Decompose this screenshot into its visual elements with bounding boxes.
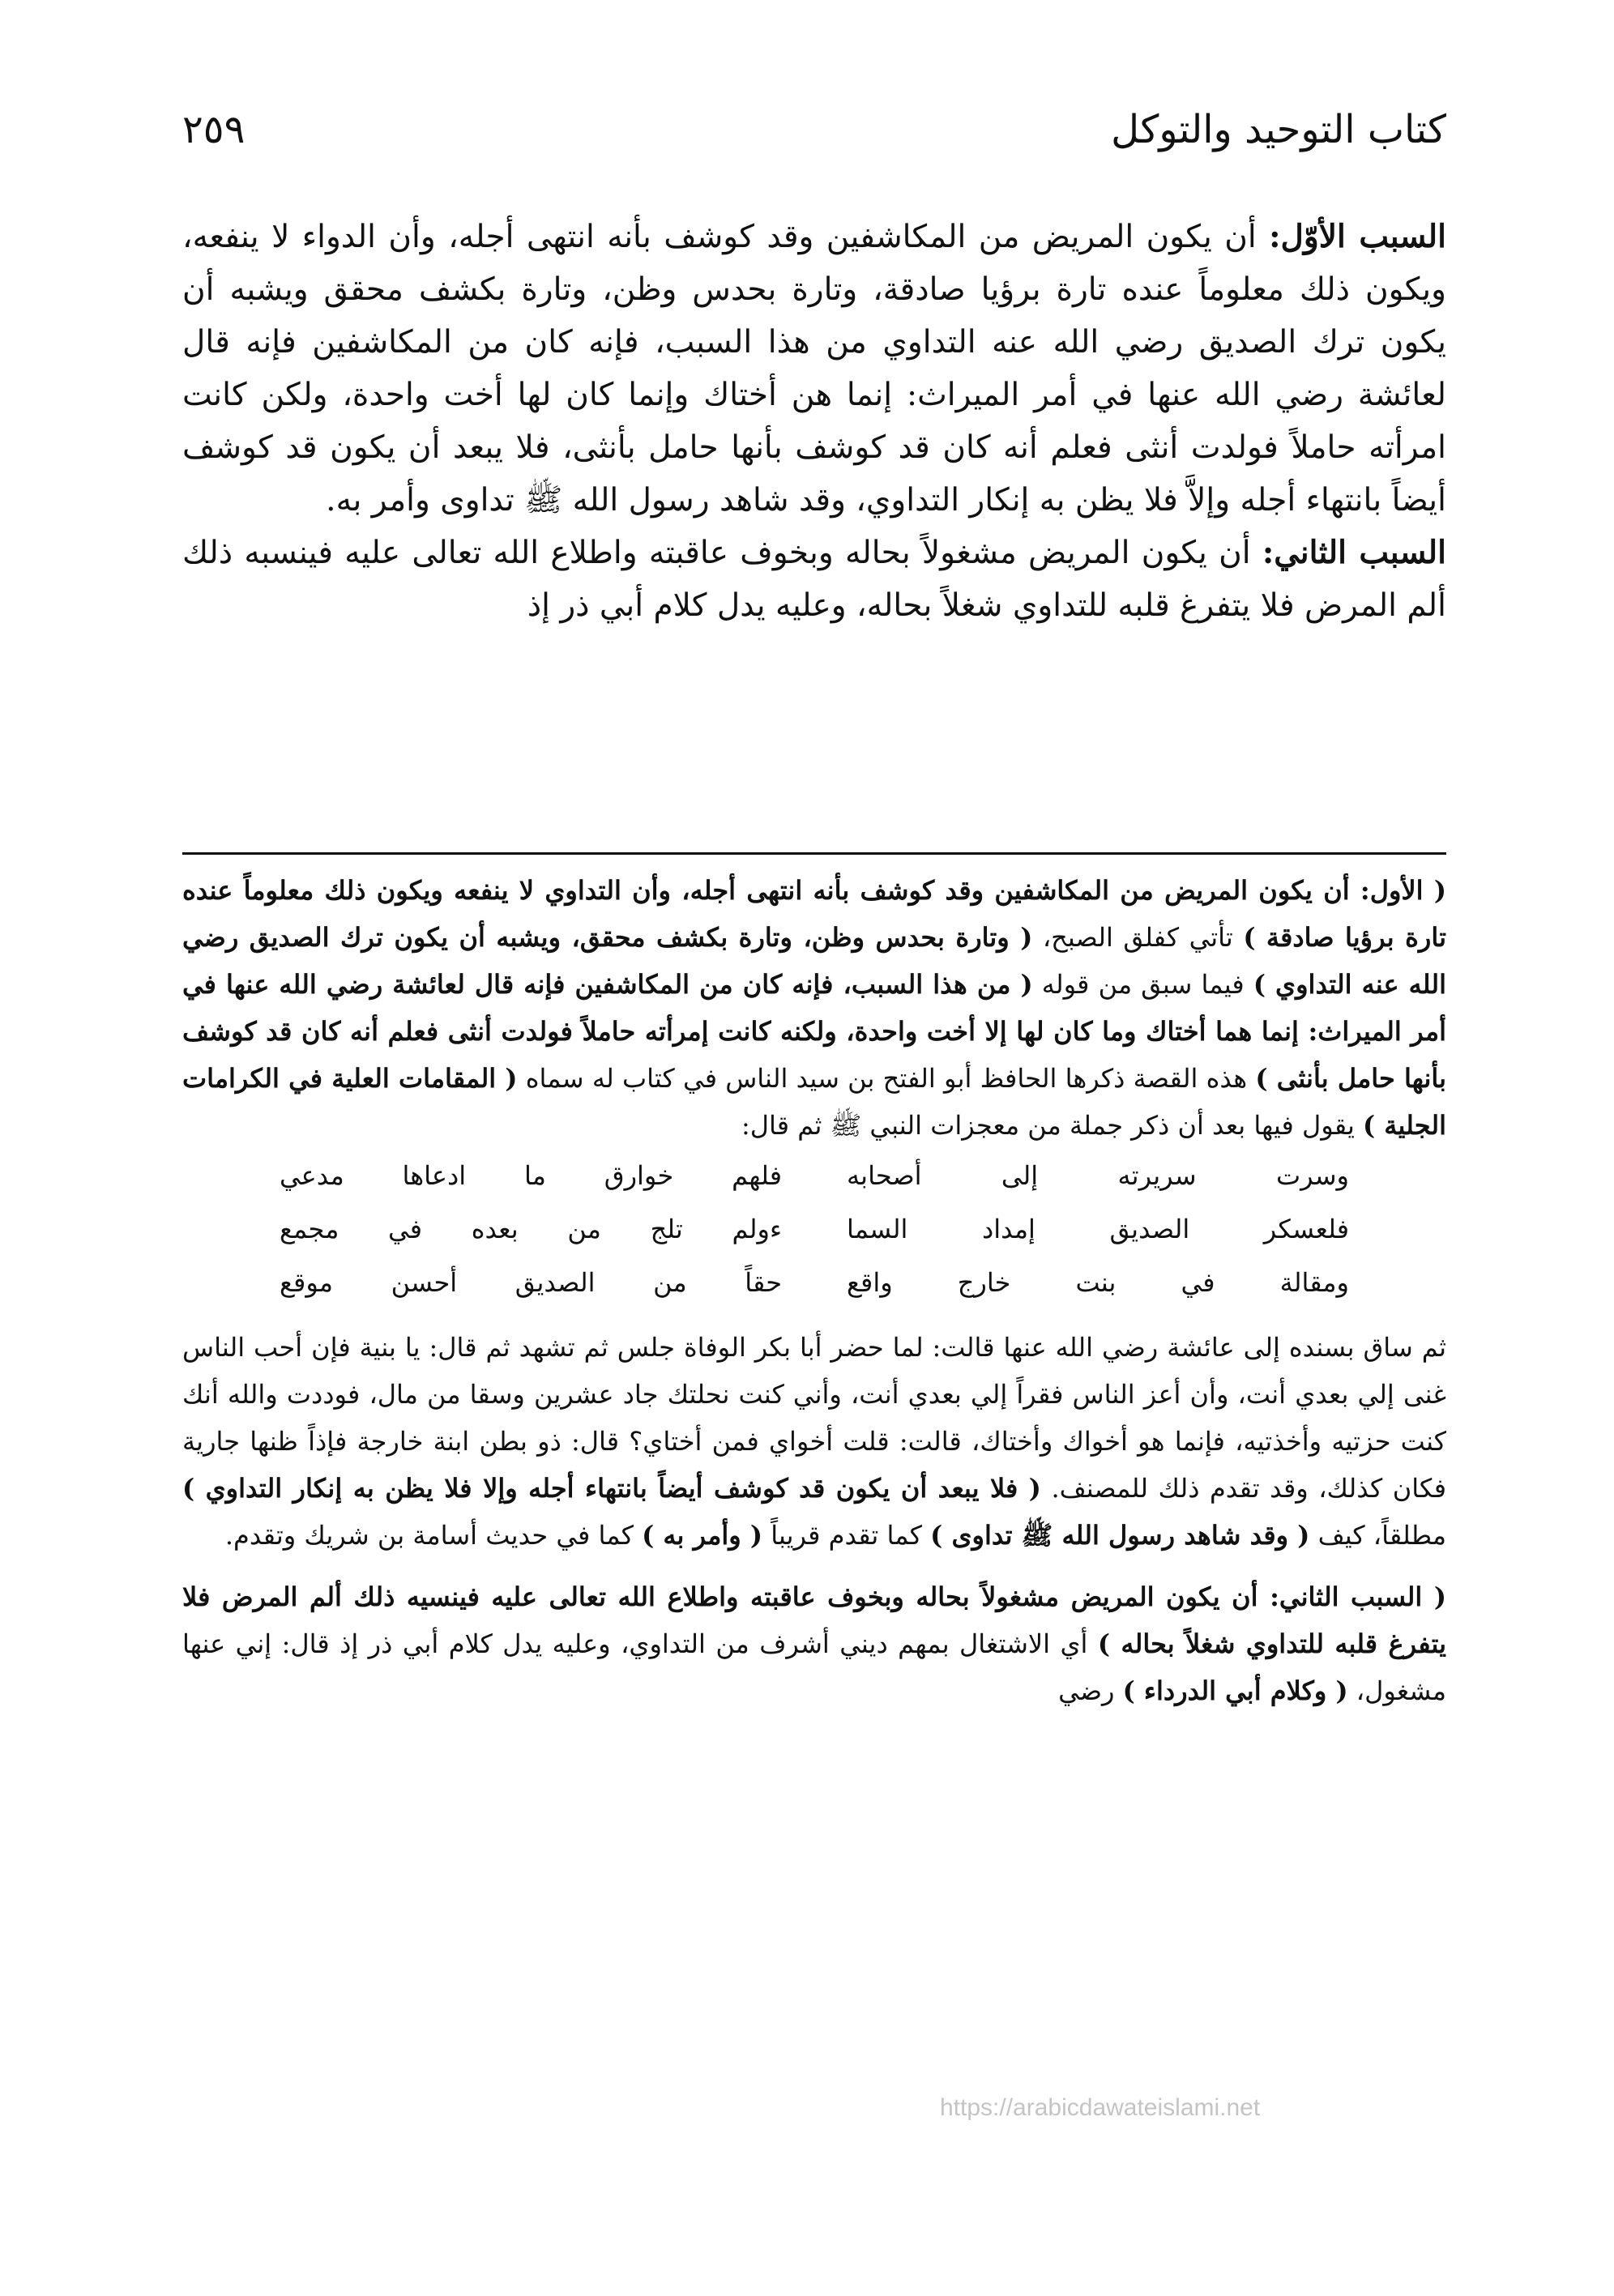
commentary — [182, 867, 1446, 2115]
verse-first-half: فلعسكر الصديق إمداد السما — [847, 1214, 1349, 1244]
quoted-text: ( فلا يبعد أن يكون قد كوشف أيضاً بانتهاء أجله وإلا فلا يظن به إنكار التداوي ) — [182, 1473, 1041, 1504]
poem-verse — [280, 1202, 1349, 1256]
poem — [182, 1149, 1446, 1309]
quoted-text: ( وكلام أبي الدرداء ) — [1122, 1675, 1348, 1706]
reason-label: السبب الثاني: — [1262, 534, 1446, 571]
commentary-text: كما في حديث أسامة بن شريك وتقدم. — [224, 1520, 643, 1551]
footnote-divider — [182, 852, 1446, 855]
paragraph-text: أن يكون المريض مشغولاً بحاله وبخوف عاقبته واطلاع الله تعالى عليه فينسبه ذلك ألم المرض فلا يتفرغ قلبه للتداوي شغلاً بحاله، وعليه يدل كلام أبي ذر إذ — [182, 535, 1446, 624]
commentary-text: فيما سبق من قوله — [1032, 969, 1253, 1000]
running-header — [182, 97, 1446, 162]
commentary-text: ثم ساق بسنده إلى عائشة رضي الله عنها قالت: لما حضر أبا بكر الوفاة جلس ثم تشهد ثم قال: يا بنية فإن أحب الناس غنى إلي بعدي أنت، وأن أعز الناس فقراً إلي بعدي أنت، وأني كنت نحلتك جاد عشرين وسقا من مال، فوددت والله أنك كنت حزتيه وأخذتيه، فإنما هو أخواك وأختاك، قالت: قلت أخواي فمن أختاي؟ قال: ذو بطن ابنة خارجة فإذاً ظنها جارية فكان كذلك، وقد تقدم ذلك للمصنف. — [182, 1332, 1446, 1504]
verse-second-half: حقاً من الصديق أحسن موقع — [280, 1267, 782, 1298]
commentary-paragraph-1 — [182, 867, 1446, 1149]
page-number: ٢٥٩ — [182, 107, 246, 152]
verse-first-half: ومقالة في بنت خارج واقع — [847, 1267, 1349, 1298]
poem-verse — [280, 1149, 1349, 1202]
quoted-text: ( المقامات العلية في الكرامات الجلية ) — [182, 1063, 1446, 1141]
commentary-text: تأتي كفلق الصبح، — [1032, 922, 1244, 953]
poem-verse — [280, 1256, 1349, 1309]
commentary-text: مطلقاً، كيف — [1309, 1520, 1446, 1551]
book-title: كتاب التوحيد والتوكل — [1111, 107, 1446, 152]
quoted-text: ( من هذا السبب، فإنه كان من المكاشفين فإنه قال لعائشة رضي الله عنها في أمر الميراث: إنما هما أختاك وما كان لها إلا أخت واحدة، ولكنه كانت إمرأته حاملاً فولدت أنثى فعلم أنه كان قد كوشف بأنها حامل بأنثى ) — [182, 969, 1446, 1094]
paragraph-first-reason — [182, 211, 1446, 527]
commentary-text: كما تقدم قريباً — [762, 1520, 931, 1551]
paragraph-second-reason — [182, 527, 1446, 632]
commentary-text: أي الاشتغال بمهم ديني أشرف من التداوي، وعليه يدل كلام أبي ذر إذ قال: إني عنها مشغول، — [182, 1628, 1446, 1706]
commentary-text: رضي — [1058, 1675, 1123, 1706]
quoted-text: ( وتارة بحدس وظن، وتارة بكشف محقق، ويشبه أن يكون ترك الصديق رضي الله عنه التداوي ) — [182, 922, 1446, 1000]
quoted-text: ( الأول: أن يكون المريض من المكاشفين وقد كوشف بأنه انتهى أجله، وأن التداوي لا ينفعه ويكون ذلك معلوماً عنده تارة برؤيا صادقة ) — [182, 875, 1446, 953]
verse-second-half: فلهم خوارق ما ادعاها مدعي — [280, 1160, 782, 1191]
quoted-text: ( وأمر به ) — [642, 1520, 763, 1551]
commentary-text: هذه القصة ذكرها الحافظ أبو الفتح بن سيد الناس في كتاب له سماه — [517, 1063, 1256, 1094]
watermark-url: https://arabicdawateislami.net — [940, 2094, 1261, 2121]
quoted-text: ( وقد شاهد رسول الله ﷺ تداوى ) — [930, 1520, 1310, 1551]
verse-first-half: وسرت سريرته إلى أصحابه — [847, 1160, 1349, 1191]
paragraph-text: أن يكون المريض من المكاشفين وقد كوشف بأنه انتهى أجله، وأن الدواء لا ينفعه، ويكون ذلك معلوماً عنده تارة برؤيا صادقة، وتارة بحدس وظن، وتارة بكشف محقق ويشبه أن يكون ترك الصديق رضي الله عنه التداوي من هذا السبب، فإنه كان من المكاشفين فإنه قال لعائشة رضي الله عنها في أمر الميراث: إنما هن أختاك وإنما كان لها أخت واحدة، ولكن كانت امرأته حاملاً فولدت أنثى فعلم أنه كان قد كوشف بأنها حامل بأنثى، فلا يبعد أن يكون قد كوشف أيضاً بانتهاء أجله وإلاَّ فلا يظن به إنكار التداوي، وقد شاهد رسول الله ﷺ تداوى وأمر به. — [182, 219, 1446, 519]
commentary-paragraph-2 — [182, 1324, 1446, 1559]
commentary-paragraph-3 — [182, 1573, 1446, 1714]
reason-label: السبب الأوّل: — [1269, 218, 1446, 255]
commentary-text: يقول فيها بعد أن ذكر جملة من معجزات النبي ﷺ ثم قال: — [741, 1110, 1364, 1141]
quoted-text: ( السبب الثاني: أن يكون المريض مشغولاً بحاله وبخوف عاقبته واطلاع الله تعالى عليه فينسيه ذلك ألم المرض فلا يتفرغ قلبه للتداوي شغلاً بحاله ) — [182, 1581, 1446, 1659]
verse-second-half: ءولم تلج من بعده في مجمع — [280, 1214, 782, 1244]
main-text — [182, 211, 1446, 843]
